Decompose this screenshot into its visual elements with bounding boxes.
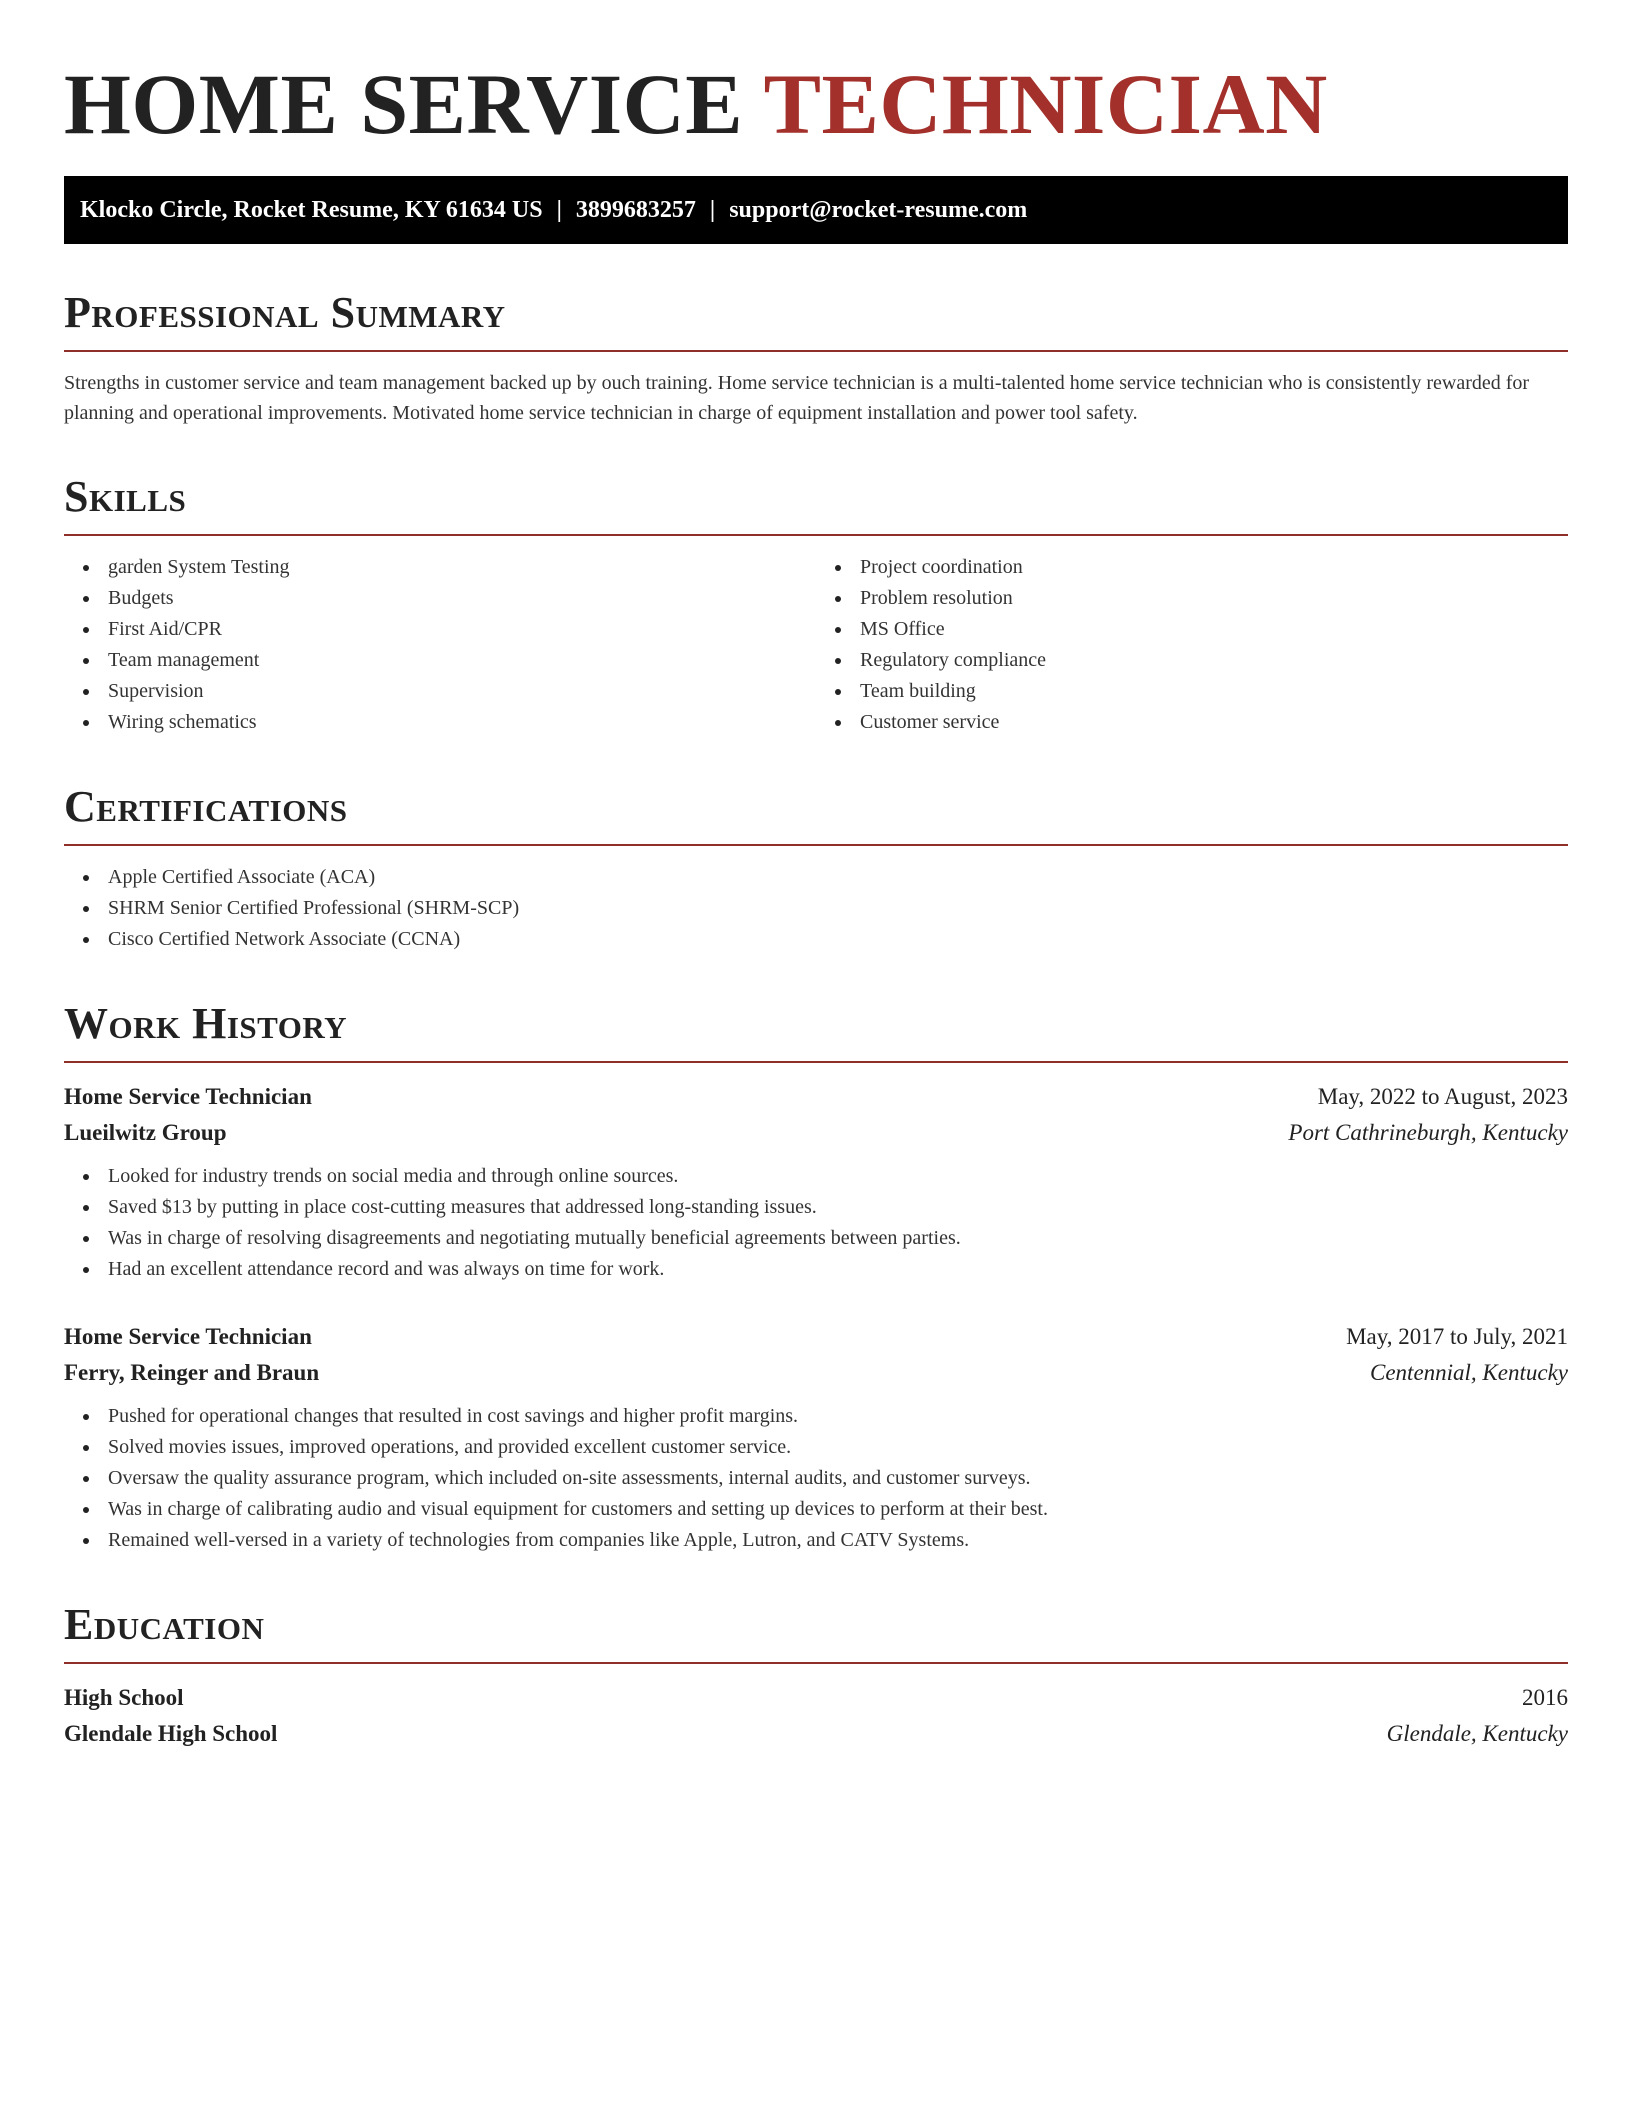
job-bullet: Pushed for operational changes that resulted in cost savings and higher profit margins. <box>108 1401 1568 1432</box>
job-bullet: Was in charge of resolving disagreements and negotiating mutually beneficial agreements between parties. <box>108 1223 1568 1254</box>
job-company-row <box>64 1115 1568 1151</box>
certification-item: Cisco Certified Network Associate (CCNA) <box>108 924 1568 955</box>
job-location: Centennial, Kentucky <box>1370 1360 1568 1385</box>
skill-item: Regulatory compliance <box>860 645 1568 676</box>
skills-list-right <box>816 552 1568 738</box>
summary-text: Strengths in customer service and team management backed up by ouch training. Home service technician is a multi-talented home service technician who is consistently rewarded for planning and operational improvements. Motivated home service technician in charge of equipment installation and power tool safety. <box>64 372 1530 424</box>
job-dates: May, 2022 to August, 2023 <box>1317 1084 1568 1109</box>
skills-grid <box>64 552 1568 738</box>
job-bullets <box>64 1401 1568 1556</box>
job-bullet: Oversaw the quality assurance program, which included on-site assessments, internal audits, and customer surveys. <box>108 1463 1568 1494</box>
contact-separator: | <box>556 197 562 223</box>
skill-item: Supervision <box>108 676 816 707</box>
job-bullet: Saved $13 by putting in place cost-cutting measures that addressed long-standing issues. <box>108 1192 1568 1223</box>
education-location: Glendale, Kentucky <box>1386 1721 1568 1746</box>
job-location: Port Cathrineburgh, Kentucky <box>1288 1120 1568 1145</box>
section-divider <box>64 844 1568 846</box>
skill-item: Customer service <box>860 707 1568 738</box>
summary-heading: Professional Summary <box>64 288 506 337</box>
job-header-row <box>64 1079 1568 1115</box>
certifications-list <box>64 862 1568 955</box>
work-history-heading: Work History <box>64 999 348 1048</box>
education-year: 2016 <box>1522 1685 1568 1710</box>
skill-item: garden System Testing <box>108 552 816 583</box>
title-main: HOME SERVICE <box>64 56 744 152</box>
skill-item: MS Office <box>860 614 1568 645</box>
education-school-row <box>64 1716 1568 1752</box>
job-entry <box>64 1319 1568 1556</box>
skill-item: Wiring schematics <box>108 707 816 738</box>
skill-item: First Aid/CPR <box>108 614 816 645</box>
job-title: Home Service Technician <box>64 1324 312 1349</box>
job-header-row <box>64 1319 1568 1355</box>
contact-phone[interactable]: 3899683257 <box>575 197 696 223</box>
summary-section <box>64 288 1568 428</box>
job-company: Lueilwitz Group <box>64 1120 227 1145</box>
job-title: Home Service Technician <box>64 1084 312 1109</box>
section-divider <box>64 1662 1568 1664</box>
contact-bar <box>64 176 1568 244</box>
skills-section <box>64 472 1568 738</box>
job-dates: May, 2017 to July, 2021 <box>1346 1324 1568 1349</box>
skill-item: Team management <box>108 645 816 676</box>
skills-list-left <box>64 552 816 738</box>
contact-separator: | <box>709 197 716 223</box>
title-accent: TECHNICIAN <box>763 56 1328 152</box>
skill-item: Problem resolution <box>860 583 1568 614</box>
work-history-section <box>64 999 1568 1556</box>
certifications-section <box>64 782 1568 955</box>
certifications-heading: Certifications <box>64 782 348 831</box>
skills-heading: Skills <box>64 472 187 521</box>
education-section <box>64 1600 1568 1752</box>
section-divider <box>64 1061 1568 1063</box>
education-degree-row <box>64 1680 1568 1716</box>
skill-item: Project coordination <box>860 552 1568 583</box>
education-heading: Education <box>64 1600 265 1649</box>
skill-item: Team building <box>860 676 1568 707</box>
job-bullet: Had an excellent attendance record and was always on time for work. <box>108 1254 1568 1285</box>
job-company: Ferry, Reinger and Braun <box>64 1360 320 1385</box>
job-bullet: Solved movies issues, improved operations, and provided excellent customer service. <box>108 1432 1568 1463</box>
job-entry <box>64 1079 1568 1285</box>
resume-title <box>64 56 1568 152</box>
job-bullets <box>64 1161 1568 1285</box>
certification-item: Apple Certified Associate (ACA) <box>108 862 1568 893</box>
contact-email-link[interactable]: support@rocket-resume.com <box>729 197 1028 223</box>
section-divider <box>64 350 1568 352</box>
section-divider <box>64 534 1568 536</box>
education-degree: High School <box>64 1685 184 1710</box>
skill-item: Budgets <box>108 583 816 614</box>
contact-address: Klocko Circle, Rocket Resume, KY 61634 US <box>80 197 543 223</box>
education-school: Glendale High School <box>64 1721 278 1746</box>
certification-item: SHRM Senior Certified Professional (SHRM-SCP) <box>108 893 1568 924</box>
job-bullet: Looked for industry trends on social media and through online sources. <box>108 1161 1568 1192</box>
job-bullet: Was in charge of calibrating audio and visual equipment for customers and setting up devices to perform at their best. <box>108 1494 1568 1525</box>
job-bullet: Remained well-versed in a variety of technologies from companies like Apple, Lutron, and CATV Systems. <box>108 1525 1568 1556</box>
job-company-row <box>64 1355 1568 1391</box>
